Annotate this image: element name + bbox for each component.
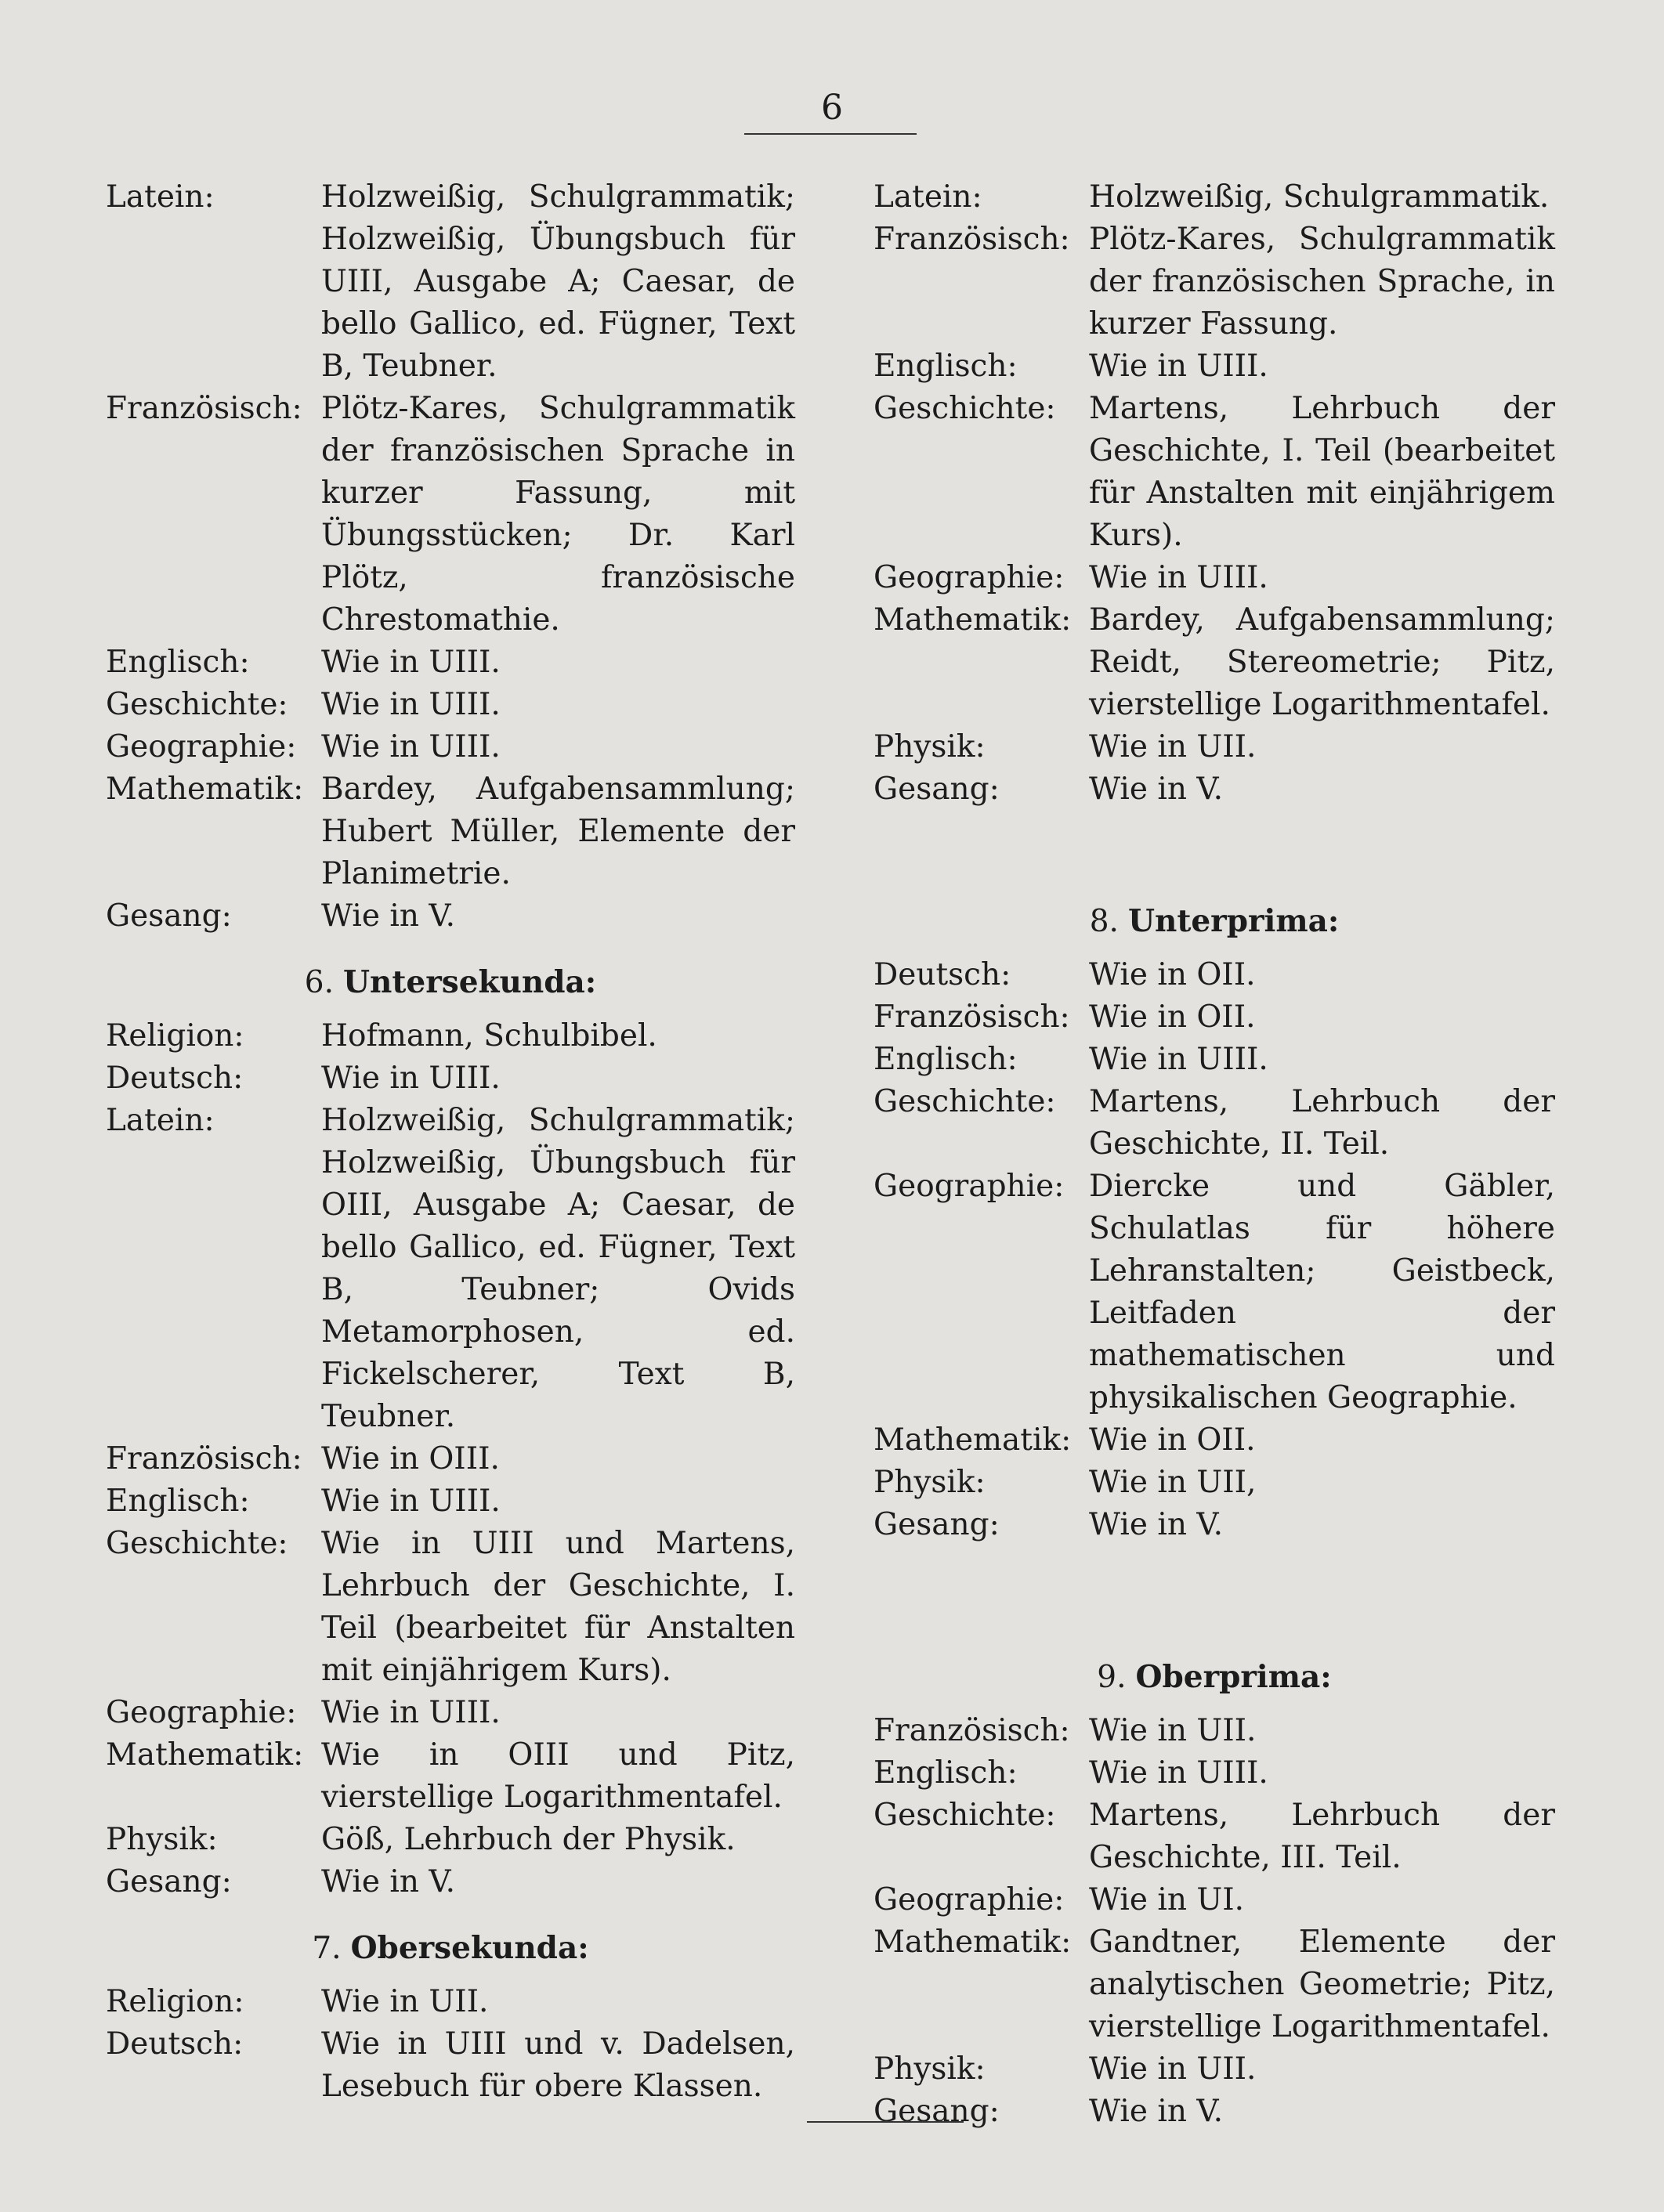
subject-label: Englisch: [874, 1755, 1018, 1791]
textbook-entry: Martens, Lehrbuch der Geschichte, I. Teil (bearbeitet für Anstalten mit einjährigem Kurs). [1089, 391, 1555, 553]
subject-row [874, 1039, 1555, 1081]
section-heading-untersekunda [106, 961, 795, 1004]
textbook-entry: Wie in UIII und v. Dadelsen, Lesebuch für obere Klassen. [321, 2026, 795, 2104]
subject-row [874, 2091, 1555, 2133]
textbook-entry: Wie in V. [1089, 772, 1224, 807]
subject-label: Deutsch: [874, 957, 1011, 992]
subject-row [874, 388, 1555, 557]
subject-label: Gesang: [874, 772, 1000, 807]
section-heading-oberprima [874, 1656, 1555, 1699]
untersekunda-list [106, 1015, 795, 1903]
textbook-entry: Wie in UIII. [321, 1484, 501, 1519]
spacer [874, 1546, 1555, 1632]
header-rule [744, 133, 917, 135]
subject-label: Gesang: [874, 2094, 1000, 2129]
spacer [874, 811, 1555, 876]
textbook-entry: Plötz-Kares, Schulgrammatik der französischen Sprache, in kurzer Fassung. [1089, 222, 1555, 342]
textbook-entry: Wie in OII. [1089, 999, 1256, 1035]
textbook-entry: Martens, Lehrbuch der Geschichte, II. Teil. [1089, 1084, 1555, 1162]
subject-row [874, 996, 1555, 1039]
textbook-entry: Wie in UII. [321, 1984, 489, 2019]
subject-row [874, 2048, 1555, 2091]
section-title: Oberprima: [1135, 1659, 1332, 1695]
subject-label: Geographie: [874, 1882, 1065, 1917]
subject-label: Mathematik: [874, 1925, 1072, 1960]
subject-label: Religion: [106, 1984, 244, 2019]
subject-label: Englisch: [106, 1484, 250, 1519]
textbook-entry: Hofmann, Schulbibel. [321, 1018, 657, 1054]
subject-label: Französisch: [106, 1441, 302, 1476]
subject-row [874, 726, 1555, 768]
textbook-entry: Martens, Lehrbuch der Geschichte, III. Teil. [1089, 1798, 1555, 1875]
textbook-entry: Wie in UII, [1089, 1465, 1257, 1500]
subject-row [874, 1710, 1555, 1752]
textbook-entry: Wie in V. [1089, 2094, 1224, 2129]
subject-label: Geographie: [106, 729, 297, 764]
subject-row [106, 726, 795, 768]
textbook-entry: Wie in V. [321, 1864, 456, 1899]
subject-row [874, 1504, 1555, 1546]
subject-row [106, 1480, 795, 1523]
subject-row [106, 768, 795, 895]
right-intro-list [874, 176, 1555, 811]
subject-label: Geographie: [874, 1169, 1065, 1204]
textbook-entry: Wie in OII. [1089, 957, 1256, 992]
textbook-entry: Wie in UI. [1089, 1882, 1245, 1917]
subject-row [106, 1015, 795, 1057]
unterprima-list [874, 954, 1555, 1546]
textbook-entry: Wie in UIII. [321, 1061, 501, 1096]
textbook-entry: Wie in UIII. [321, 687, 501, 722]
subject-row [106, 1819, 795, 1861]
textbook-entry: Wie in UII. [1089, 729, 1257, 764]
subject-row [106, 1100, 795, 1438]
subject-row [106, 1523, 795, 1692]
section-number: 6. [304, 965, 335, 1000]
section-title: Unterprima: [1127, 903, 1340, 939]
subject-row [106, 1981, 795, 2023]
section-heading-unterprima [874, 900, 1555, 943]
subject-row [874, 557, 1555, 599]
subject-row [874, 1166, 1555, 1419]
subject-row [874, 1081, 1555, 1166]
subject-label: Englisch: [874, 349, 1018, 384]
subject-label: Geographie: [106, 1695, 297, 1730]
subject-row [106, 684, 795, 726]
left-column [106, 176, 795, 2108]
textbook-entry: Diercke und Gäbler, Schulatlas für höhere Lehranstalten; Geistbeck, Leitfaden der mathematischen und physikalischen Geographie. [1089, 1169, 1555, 1415]
subject-label: Religion: [106, 1018, 244, 1054]
textbook-entry: Holzweißig, Schulgrammatik. [1089, 179, 1550, 215]
footer-rule [807, 2121, 964, 2123]
subject-label: Englisch: [874, 1042, 1018, 1077]
section-title: Untersekunda: [343, 964, 597, 1000]
subject-row [874, 1752, 1555, 1795]
textbook-entry: Wie in UIII. [321, 645, 501, 680]
right-column [874, 176, 1555, 2133]
textbook-entry: Wie in UIII. [1089, 1042, 1268, 1077]
subject-label: Französisch: [106, 391, 302, 426]
subject-label: Physik: [874, 2051, 986, 2087]
section-heading-obersekunda [106, 1927, 795, 1970]
subject-label: Gesang: [106, 898, 232, 934]
subject-label: Latein: [874, 179, 982, 215]
textbook-entry: Bardey, Aufgabensammlung; Reidt, Stereometrie; Pitz, vierstellige Logarithmentafel. [1089, 602, 1555, 722]
subject-row [874, 768, 1555, 811]
subject-row [874, 599, 1555, 726]
page-number: 6 [821, 88, 843, 128]
subject-label: Geographie: [874, 560, 1065, 595]
textbook-entry: Wie in OIII. [321, 1441, 500, 1476]
subject-label: Mathematik: [874, 602, 1072, 638]
subject-row [874, 345, 1555, 388]
textbook-entry: Holzweißig, Schulgrammatik; Holzweißig, Übungsbuch für OIII, Ausgabe A; Caesar, de bello Gallico, ed. Fügner, Text B, Teubner; Ovids Metamorphosen, ed. Fickelscherer, Text B, Teubner. [321, 1103, 795, 1434]
textbook-entry: Gandtner, Elemente der analytischen Geometrie; Pitz, vierstellige Logarithmentafel. [1089, 1925, 1555, 2044]
textbook-entry: Wie in UIII. [1089, 349, 1268, 384]
subject-label: Mathematik: [106, 1737, 304, 1773]
subject-label: Gesang: [874, 1507, 1000, 1542]
textbook-entry: Wie in UIII. [321, 729, 501, 764]
section-number: 8. [1089, 904, 1119, 939]
subject-label: Physik: [106, 1822, 218, 1857]
subject-row [106, 1734, 795, 1819]
subject-row [874, 1462, 1555, 1504]
subject-label: Geschichte: [874, 391, 1056, 426]
textbook-entry: Holzweißig, Schulgrammatik; Holzweißig, Übungsbuch für UIII, Ausgabe A; Caesar, de bello Gallico, ed. Fügner, Text B, Teubner. [321, 179, 795, 384]
obersekunda-list [106, 1981, 795, 2108]
section-number: 9. [1097, 1660, 1127, 1695]
subject-row [106, 388, 795, 642]
subject-row [106, 895, 795, 938]
subject-label: Mathematik: [106, 772, 304, 807]
subject-row [874, 1879, 1555, 1921]
textbook-entry: Wie in OII. [1089, 1422, 1256, 1458]
subject-label: Französisch: [874, 1713, 1070, 1748]
subject-label: Mathematik: [874, 1422, 1072, 1458]
oberprima-list [874, 1710, 1555, 2133]
subject-row [106, 2023, 795, 2108]
subject-label: Physik: [874, 1465, 986, 1500]
textbook-entry: Wie in OIII und Pitz, vierstellige Logarithmentafel. [321, 1737, 795, 1815]
subject-label: Geschichte: [874, 1798, 1056, 1833]
subject-label: Englisch: [106, 645, 250, 680]
textbook-entry: Plötz-Kares, Schulgrammatik der französischen Sprache in kurzer Fassung, mit Übungsstücken; Dr. Karl Plötz, französische Chrestomathie. [321, 391, 795, 638]
left-intro-list [106, 176, 795, 938]
subject-label: Gesang: [106, 1864, 232, 1899]
subject-row [106, 642, 795, 684]
textbook-entry: Bardey, Aufgabensammlung; Hubert Müller, Elemente der Planimetrie. [321, 772, 795, 891]
subject-label: Deutsch: [106, 1061, 244, 1096]
textbook-entry: Wie in UIII. [1089, 560, 1268, 595]
subject-row [106, 176, 795, 388]
subject-row [106, 1438, 795, 1480]
subject-row [874, 1921, 1555, 2048]
subject-row [106, 1057, 795, 1100]
textbook-entry: Wie in UIII. [1089, 1755, 1268, 1791]
subject-row [874, 219, 1555, 345]
subject-label: Französisch: [874, 999, 1070, 1035]
subject-label: Latein: [106, 1103, 215, 1138]
subject-label: Französisch: [874, 222, 1070, 257]
textbook-entry: Wie in UIII und Martens, Lehrbuch der Geschichte, I. Teil (bearbeitet für Anstalten mit einjährigem Kurs). [321, 1526, 795, 1688]
textbook-entry: Wie in UII. [1089, 1713, 1257, 1748]
subject-row [874, 1795, 1555, 1879]
textbook-entry: Göß, Lehrbuch der Physik. [321, 1822, 736, 1857]
subject-row [874, 176, 1555, 219]
textbook-entry: Wie in UIII. [321, 1695, 501, 1730]
section-number: 7. [312, 1931, 342, 1966]
subject-label: Latein: [106, 179, 215, 215]
textbook-entry: Wie in V. [1089, 1507, 1224, 1542]
subject-row [874, 1419, 1555, 1462]
textbook-entry: Wie in UII. [1089, 2051, 1257, 2087]
subject-row [106, 1861, 795, 1903]
subject-label: Geschichte: [106, 1526, 288, 1561]
subject-row [874, 954, 1555, 996]
subject-label: Geschichte: [106, 687, 288, 722]
subject-label: Physik: [874, 729, 986, 764]
section-title: Obersekunda: [350, 1930, 589, 1966]
textbook-entry: Wie in V. [321, 898, 456, 934]
subject-label: Geschichte: [874, 1084, 1056, 1119]
subject-row [106, 1692, 795, 1734]
subject-label: Deutsch: [106, 2026, 244, 2062]
